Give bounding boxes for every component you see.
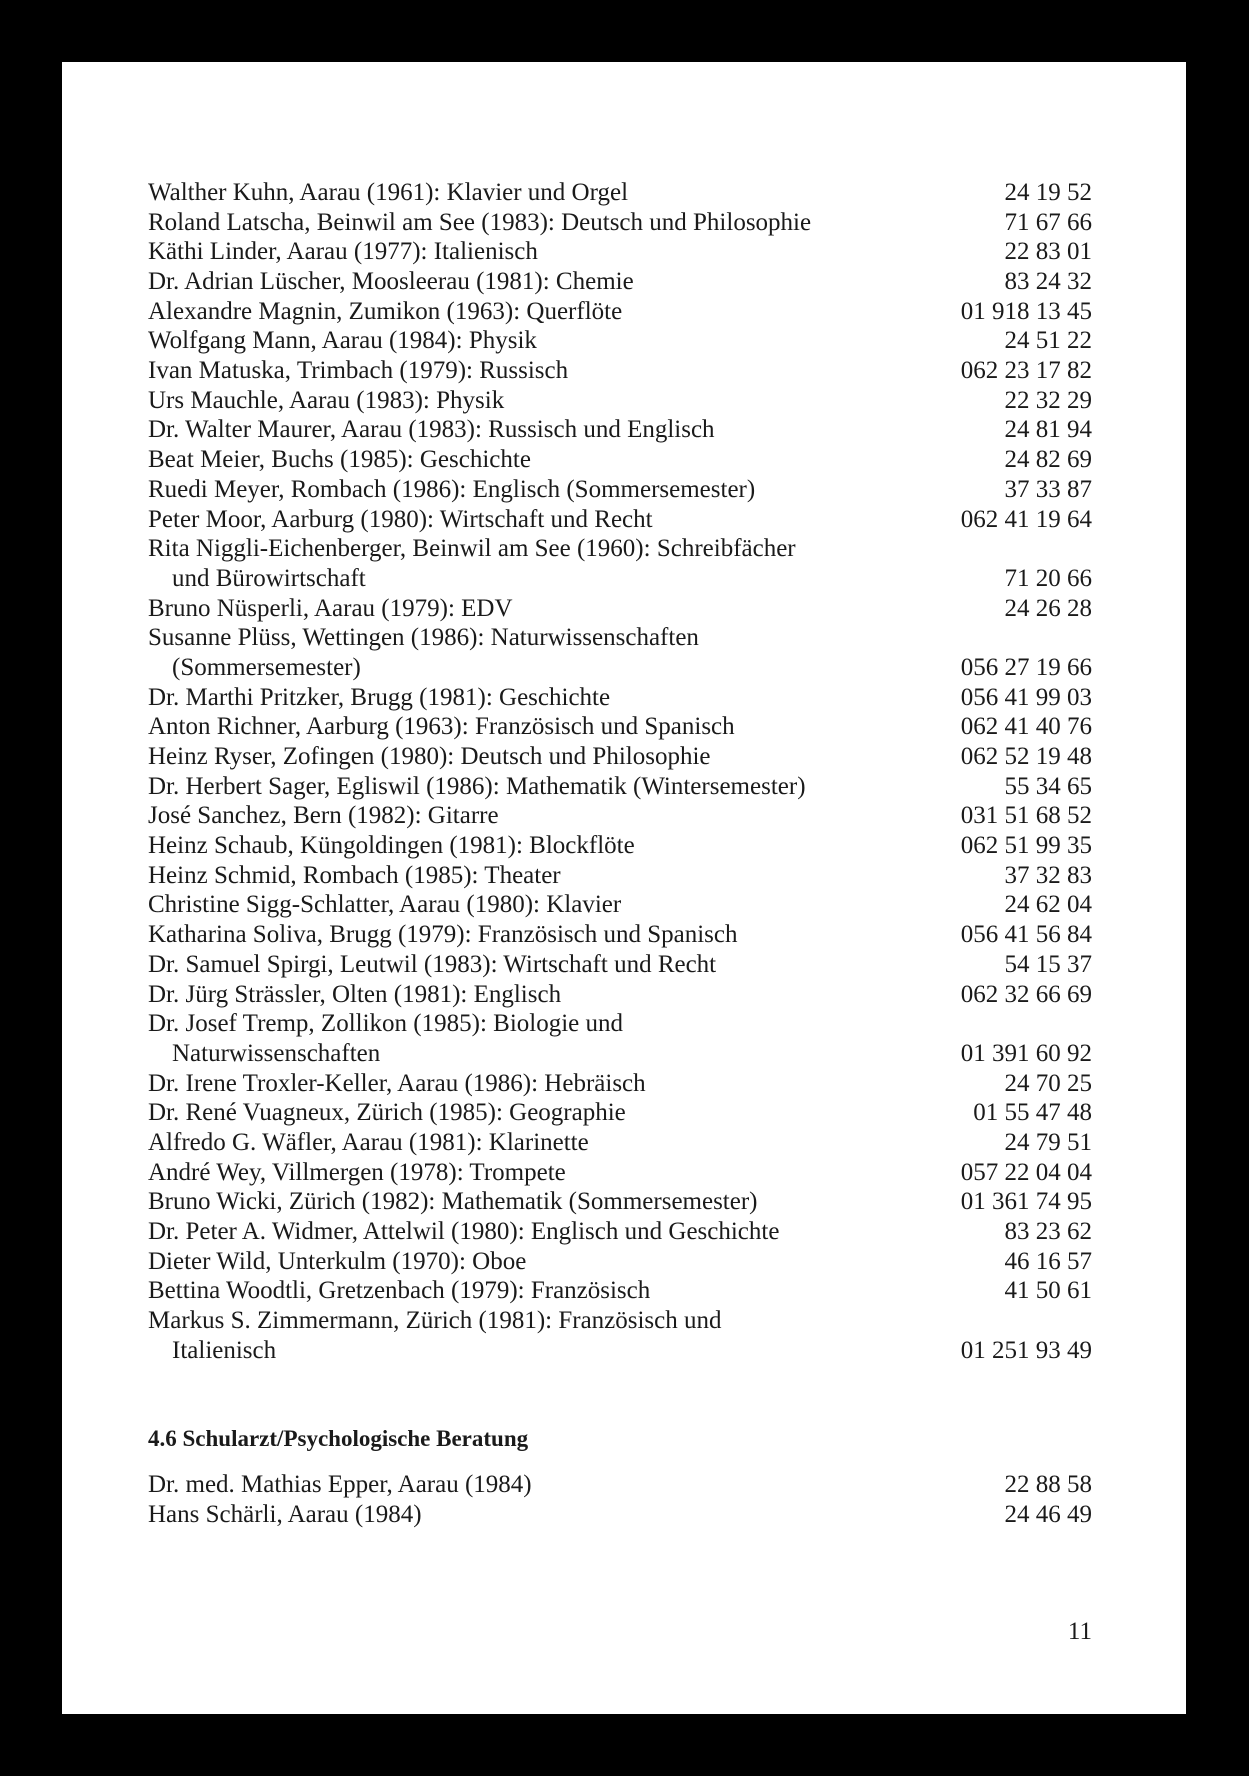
entry-phone: 062 41 19 64 xyxy=(960,505,1092,533)
entry-phone: 55 34 65 xyxy=(1004,772,1092,800)
entry-phone: 83 24 32 xyxy=(1004,268,1092,296)
entry-phone: 062 41 40 76 xyxy=(960,713,1092,741)
list-item xyxy=(148,1069,1092,1099)
list-item xyxy=(148,920,1092,950)
entry-phone: 056 41 99 03 xyxy=(960,683,1092,711)
entry-phone: 22 32 29 xyxy=(1004,386,1092,414)
entry-phone: 062 51 99 35 xyxy=(960,832,1092,860)
entry-name: (Sommersemester) xyxy=(172,653,361,681)
entry-name: Markus S. Zimmermann, Zürich (1981): Französisch und xyxy=(148,1307,722,1335)
list-item xyxy=(148,861,1092,891)
list-item xyxy=(148,1306,1092,1336)
entry-name: André Wey, Villmergen (1978): Trompete xyxy=(148,1158,566,1186)
entry-name: Rita Niggli-Eichenberger, Beinwil am See (1960): Schreibfächer xyxy=(148,535,796,563)
page-number: 11 xyxy=(1067,1618,1092,1645)
list-item xyxy=(148,297,1092,327)
entry-name: Roland Latscha, Beinwil am See (1983): Deutsch und Philosophie xyxy=(148,208,812,236)
entry-phone: 01 55 47 48 xyxy=(973,1099,1092,1127)
entry-name: Ruedi Meyer, Rombach (1986): Englisch (Sommersemester) xyxy=(148,475,756,503)
list-item-continuation xyxy=(148,564,1092,594)
entry-name: Hans Schärli, Aarau (1984) xyxy=(148,1501,422,1529)
list-item xyxy=(148,416,1092,446)
entry-name: Susanne Plüss, Wettingen (1986): Naturwissenschaften xyxy=(148,624,699,652)
section-list xyxy=(148,1471,1092,1530)
entry-name: Dr. Peter A. Widmer, Attelwil (1980): Englisch und Geschichte xyxy=(148,1218,780,1246)
list-item xyxy=(148,801,1092,831)
entry-name: Italienisch xyxy=(172,1336,277,1364)
list-item xyxy=(148,772,1092,802)
entry-name: Bruno Nüsperli, Aarau (1979): EDV xyxy=(148,594,513,622)
list-item xyxy=(148,1500,1092,1530)
list-item xyxy=(148,1217,1092,1247)
entry-name: Anton Richner, Aarburg (1963): Französisch und Spanisch xyxy=(148,713,735,741)
list-item xyxy=(148,1247,1092,1277)
entry-name: José Sanchez, Bern (1982): Gitarre xyxy=(148,802,499,830)
entry-name: Alexandre Magnin, Zumikon (1963): Querflöte xyxy=(148,297,623,325)
entry-name: Heinz Schaub, Küngoldingen (1981): Blockflöte xyxy=(148,832,635,860)
entry-phone: 54 15 37 xyxy=(1004,950,1092,978)
entry-phone: 062 52 19 48 xyxy=(960,743,1092,771)
entry-phone: 01 391 60 92 xyxy=(960,1039,1092,1067)
entry-name: Beat Meier, Buchs (1985): Geschichte xyxy=(148,446,531,474)
entry-name: Alfredo G. Wäfler, Aarau (1981): Klarinette xyxy=(148,1128,589,1156)
list-item xyxy=(148,594,1092,624)
list-item xyxy=(148,1276,1092,1306)
list-item xyxy=(148,1158,1092,1188)
entry-name: Christine Sigg-Schlatter, Aarau (1980): Klavier xyxy=(148,891,622,919)
entry-phone: 24 19 52 xyxy=(1004,178,1092,206)
entry-name: Dr. Jürg Strässler, Olten (1981): Englisch xyxy=(148,980,562,1008)
entry-name: Dr. Herbert Sager, Egliswil (1986): Mathematik (Wintersemester) xyxy=(148,772,806,800)
entry-name: Dr. Adrian Lüscher, Moosleerau (1981): Chemie xyxy=(148,268,634,296)
list-item-continuation xyxy=(148,1039,1092,1069)
list-item xyxy=(148,1471,1092,1501)
entry-phone: 46 16 57 xyxy=(1004,1247,1092,1275)
entry-phone: 24 70 25 xyxy=(1004,1069,1092,1097)
entry-phone: 24 46 49 xyxy=(1004,1501,1092,1529)
list-item xyxy=(148,1098,1092,1128)
entry-phone: 056 27 19 66 xyxy=(960,653,1092,681)
entry-phone: 37 33 87 xyxy=(1004,475,1092,503)
entry-name: Bettina Woodtli, Gretzenbach (1979): Französisch xyxy=(148,1277,651,1305)
list-item xyxy=(148,475,1092,505)
teacher-list xyxy=(148,178,1092,1366)
entry-name: und Bürowirtschaft xyxy=(172,564,366,592)
list-item xyxy=(148,683,1092,713)
list-item xyxy=(148,505,1092,535)
entry-name: Dr. Irene Troxler-Keller, Aarau (1986): Hebräisch xyxy=(148,1069,646,1097)
list-item xyxy=(148,534,1092,564)
list-item-continuation xyxy=(148,1336,1092,1366)
entry-name: Dr. Samuel Spirgi, Leutwil (1983): Wirtschaft und Recht xyxy=(148,950,717,978)
entry-phone: 24 26 28 xyxy=(1004,594,1092,622)
entry-phone: 71 20 66 xyxy=(1004,564,1092,592)
entry-phone: 24 79 51 xyxy=(1004,1128,1092,1156)
list-item xyxy=(148,623,1092,653)
entry-name: Ivan Matuska, Trimbach (1979): Russisch xyxy=(148,357,569,385)
list-item xyxy=(148,178,1092,208)
entry-phone: 37 32 83 xyxy=(1004,861,1092,889)
list-item xyxy=(148,208,1092,238)
list-item xyxy=(148,950,1092,980)
entry-phone: 24 51 22 xyxy=(1004,327,1092,355)
entry-name: Wolfgang Mann, Aarau (1984): Physik xyxy=(148,327,537,355)
list-item xyxy=(148,1187,1092,1217)
list-item-continuation xyxy=(148,653,1092,683)
entry-name: Dr. Josef Tremp, Zollikon (1985): Biologie und xyxy=(148,1010,623,1038)
entry-name: Käthi Linder, Aarau (1977): Italienisch xyxy=(148,238,538,266)
list-item xyxy=(148,445,1092,475)
document-page xyxy=(62,62,1186,1714)
entry-phone: 41 50 61 xyxy=(1004,1277,1092,1305)
entry-phone: 01 918 13 45 xyxy=(960,297,1092,325)
list-item xyxy=(148,356,1092,386)
entry-phone: 24 82 69 xyxy=(1004,446,1092,474)
entry-phone: 24 81 94 xyxy=(1004,416,1092,444)
entry-phone: 22 83 01 xyxy=(1004,238,1092,266)
list-item xyxy=(148,1128,1092,1158)
entry-name: Urs Mauchle, Aarau (1983): Physik xyxy=(148,386,505,414)
list-item xyxy=(148,831,1092,861)
list-item xyxy=(148,326,1092,356)
list-item xyxy=(148,1009,1092,1039)
entry-phone: 057 22 04 04 xyxy=(960,1158,1092,1186)
list-item xyxy=(148,267,1092,297)
entry-phone: 062 23 17 82 xyxy=(960,357,1092,385)
entry-phone: 031 51 68 52 xyxy=(960,802,1092,830)
entry-name: Dr. med. Mathias Epper, Aarau (1984) xyxy=(148,1471,532,1499)
entry-name: Dr. Walter Maurer, Aarau (1983): Russisch und Englisch xyxy=(148,416,715,444)
list-item xyxy=(148,386,1092,416)
entry-name: Dr. René Vuagneux, Zürich (1985): Geographie xyxy=(148,1099,626,1127)
entry-phone: 22 88 58 xyxy=(1004,1471,1092,1499)
entry-name: Peter Moor, Aarburg (1980): Wirtschaft und Recht xyxy=(148,505,653,533)
entry-name: Dr. Marthi Pritzker, Brugg (1981): Geschichte xyxy=(148,683,611,711)
entry-name: Heinz Ryser, Zofingen (1980): Deutsch und Philosophie xyxy=(148,743,711,771)
entry-phone: 71 67 66 xyxy=(1004,208,1092,236)
list-item xyxy=(148,237,1092,267)
entry-name: Katharina Soliva, Brugg (1979): Französisch und Spanisch xyxy=(148,921,738,949)
entry-name: Bruno Wicki, Zürich (1982): Mathematik (Sommersemester) xyxy=(148,1188,758,1216)
entry-phone: 01 361 74 95 xyxy=(960,1188,1092,1216)
page-content xyxy=(148,178,1092,1530)
entry-name: Dieter Wild, Unterkulm (1970): Oboe xyxy=(148,1247,527,1275)
entry-phone: 062 32 66 69 xyxy=(960,980,1092,1008)
entry-phone: 24 62 04 xyxy=(1004,891,1092,919)
entry-name: Walther Kuhn, Aarau (1961): Klavier und Orgel xyxy=(148,178,629,206)
entry-name: Naturwissenschaften xyxy=(172,1039,381,1067)
list-item xyxy=(148,891,1092,921)
entry-phone: 01 251 93 49 xyxy=(960,1336,1092,1364)
list-item xyxy=(148,712,1092,742)
entry-phone: 83 23 62 xyxy=(1004,1218,1092,1246)
entry-name: Heinz Schmid, Rombach (1985): Theater xyxy=(148,861,561,889)
section-title: 4.6 Schularzt/Psychologische Beratung xyxy=(148,1425,529,1451)
list-item xyxy=(148,980,1092,1010)
list-item xyxy=(148,742,1092,772)
entry-phone: 056 41 56 84 xyxy=(960,921,1092,949)
